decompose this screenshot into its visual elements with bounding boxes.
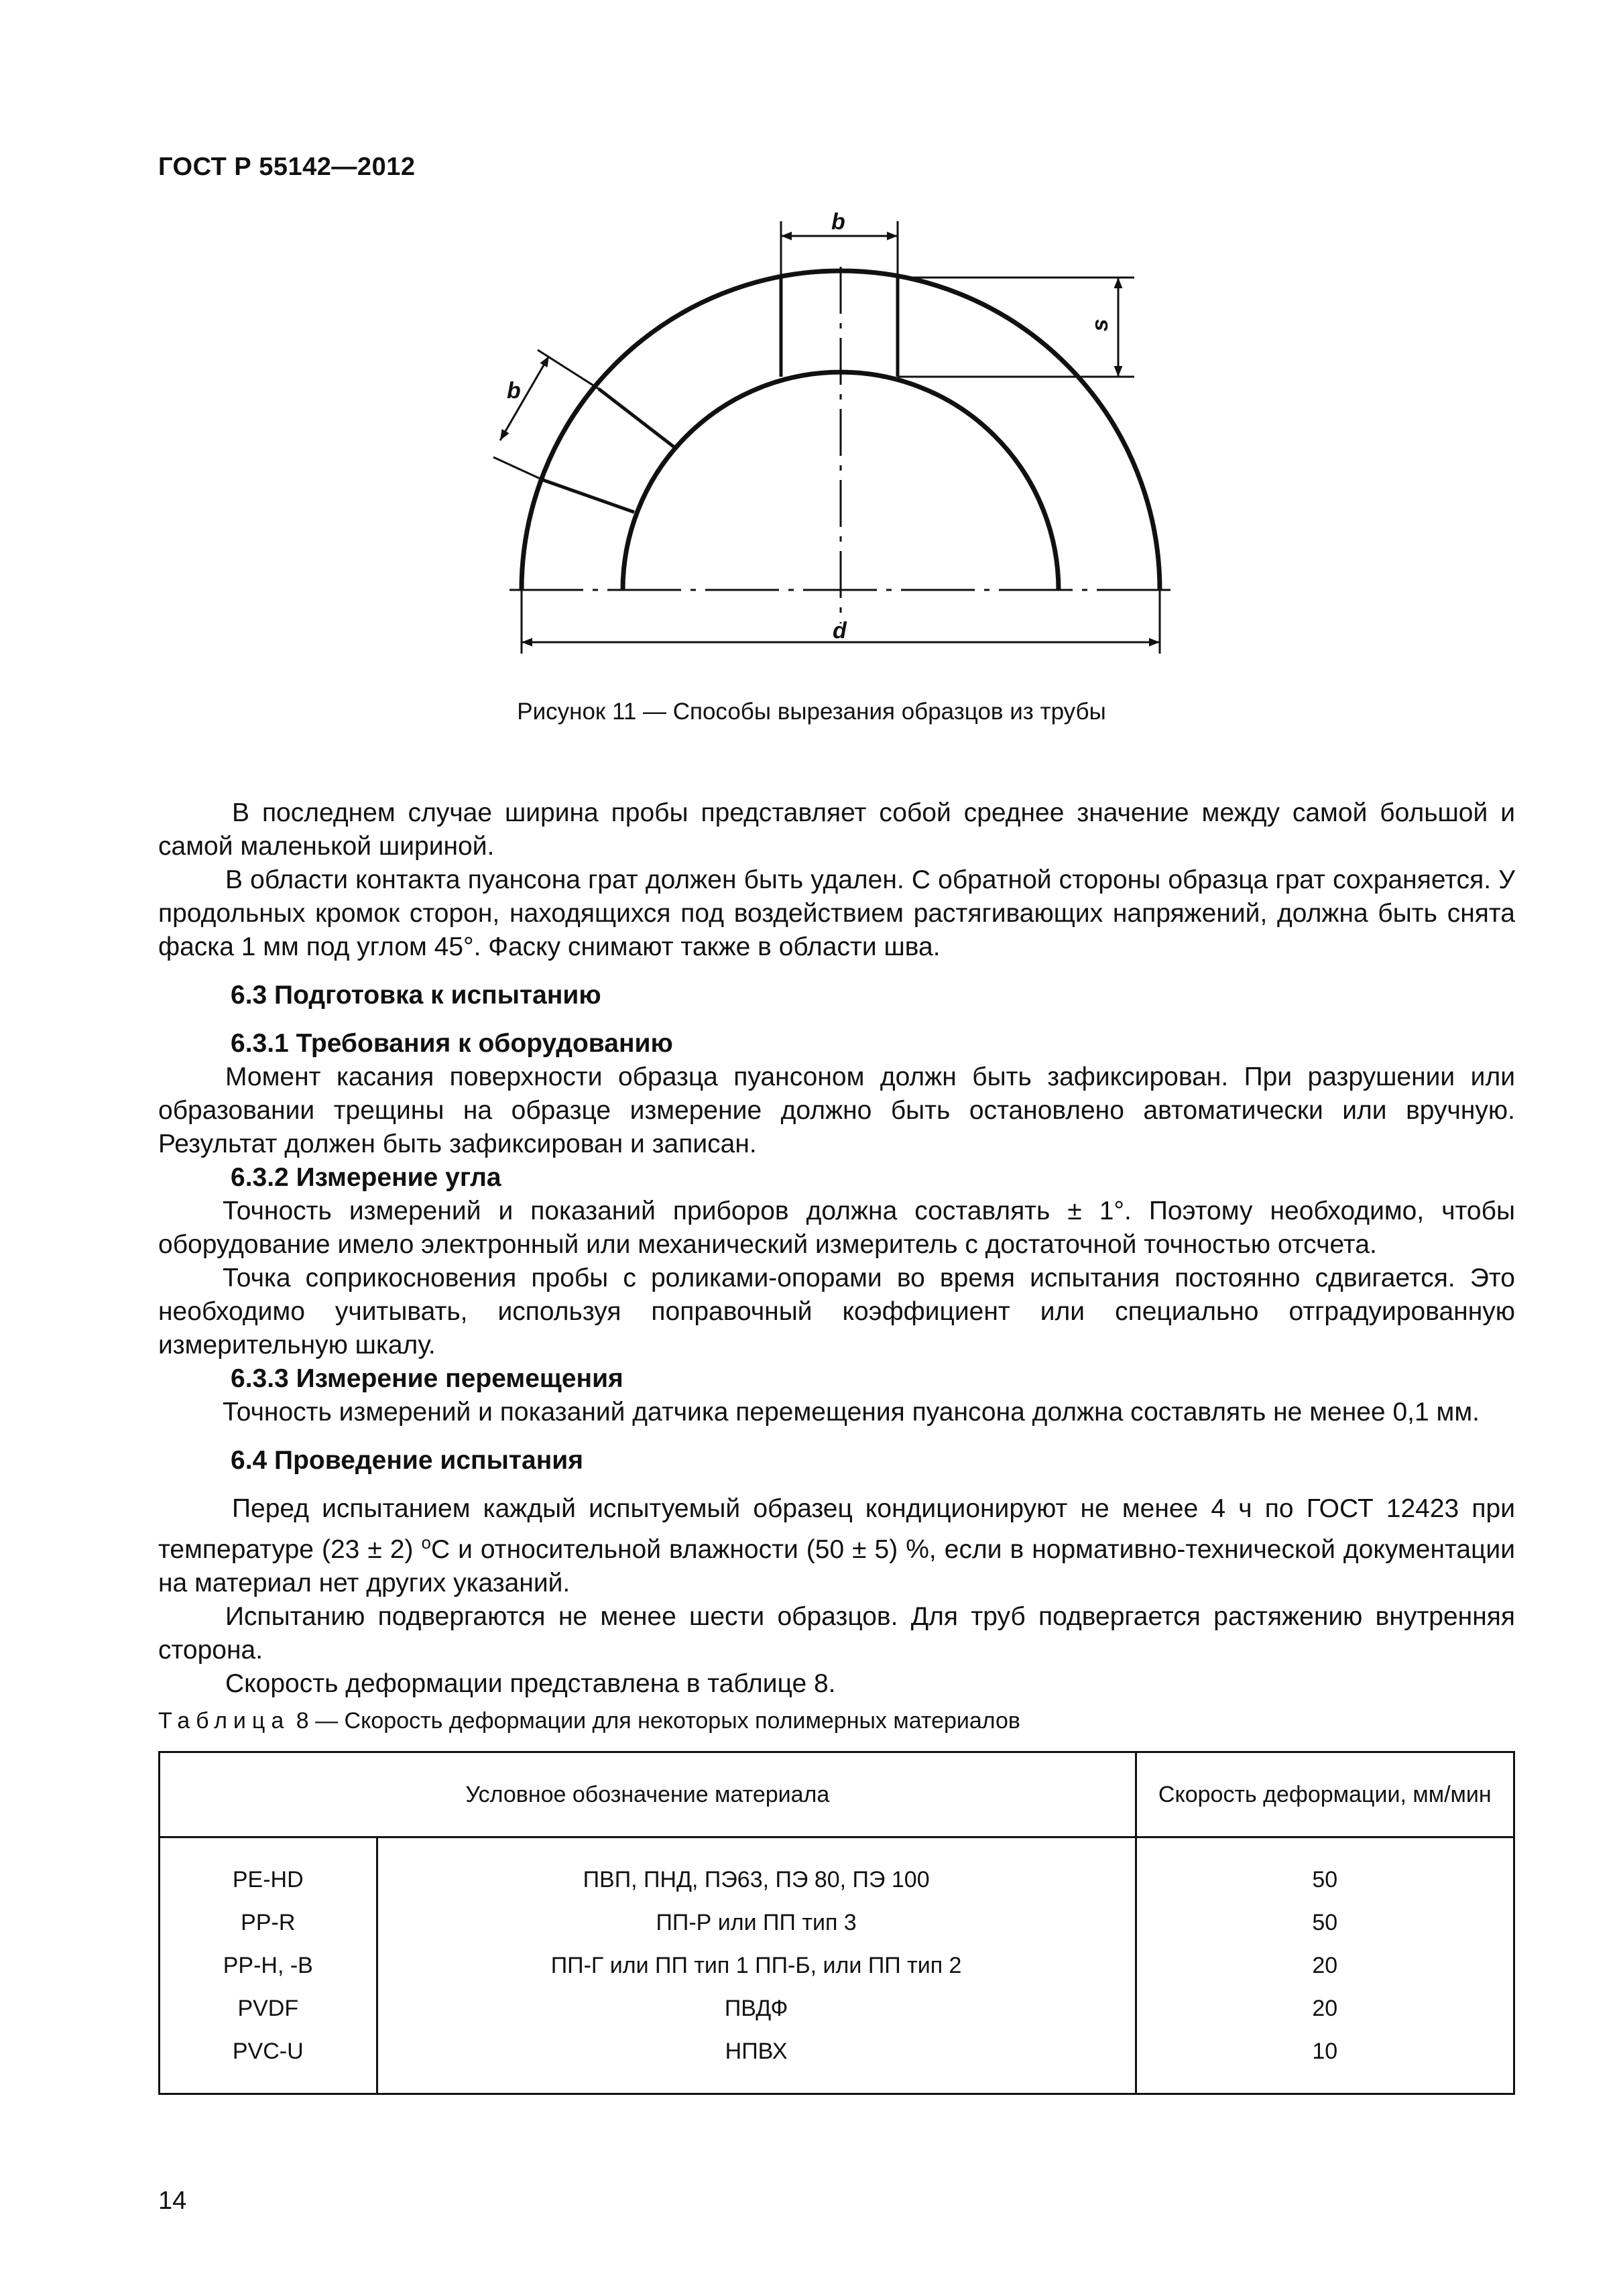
paragraph: Испытанию подвергаются не менее шести образцов. Для труб подвергается растяжению внутренняя сторона.	[158, 1602, 1515, 1665]
label-b-side: b	[507, 378, 521, 404]
header-material: Условное обозначение материала	[160, 1752, 1136, 1837]
cell-speed: 20	[1136, 1944, 1514, 1987]
paragraph: Точка соприкосновения пробы с роликами-опорами во время испытания постоянно сдвигается. Это необходимо учитывать, используя поправочный коэффициент или специально отградуированную измерительную шкалу.	[158, 1264, 1515, 1360]
subsection-heading: 6.3.2 Измерение угла	[231, 1163, 501, 1192]
table-row	[160, 1987, 1514, 2030]
table-row	[160, 1901, 1514, 1944]
figure-caption: Рисунок 11 — Способы вырезания образцов из трубы	[517, 699, 1106, 725]
table-caption-label: Таблица	[158, 1708, 290, 1734]
cell-code: PVDF	[160, 1987, 377, 2030]
label-b-top: b	[831, 209, 845, 235]
table-caption-text: 8 — Скорость деформации для некоторых полимерных материалов	[290, 1708, 1020, 1734]
document-header: ГОСТ Р 55142—2012	[158, 153, 416, 181]
pipe-cutting-diagram	[469, 194, 1173, 677]
cell-designation: ПВДФ	[377, 1987, 1136, 2030]
cell-designation: ПП-Р или ПП тип 3	[377, 1901, 1136, 1944]
section-heading: 6.4 Проведение испытания	[231, 1446, 583, 1475]
table-caption	[158, 1708, 1020, 1734]
spacer-cell	[377, 2073, 1136, 2094]
body-text	[158, 796, 1515, 1701]
table-spacer-row	[160, 2073, 1514, 2094]
spacer-cell	[160, 1837, 377, 1859]
paragraph: В области контакта пуансона грат должен быть удален. С обратной стороны образца грат сохраняется. У продольных кромок сторон, находящихся под воздействием растягивающих напряжений, должна быть снята фаска 1 мм под углом 45°. Фаску снимают также в области шва.	[158, 865, 1515, 961]
cell-code: PP-H, -B	[160, 1944, 377, 1987]
angled-specimen-outline	[543, 389, 675, 512]
text-fragment: Перед испытанием каждый испытуемый образец кондиционируют не менее 4 ч по ГОСТ 12423 при температуре (23 ± 2)	[158, 1494, 1515, 1564]
cell-speed: 20	[1136, 1987, 1514, 2030]
cell-designation: ПВП, ПНД, ПЭ63, ПЭ 80, ПЭ 100	[377, 1858, 1136, 1901]
cell-code: PVC-U	[160, 2030, 377, 2073]
label-d: d	[833, 618, 847, 644]
table-row	[160, 2030, 1514, 2073]
page-number: 14	[158, 2187, 187, 2215]
paragraph: Момент касания поверхности образца пуансоном должн быть зафиксирован. При разрушении или образовании трещины на образце измерение должно быть остановлено автоматически или вручную. Результат должен быть зафиксирован и записан.	[158, 1063, 1515, 1158]
degree-superscript: о	[421, 1532, 431, 1553]
label-s: s	[1087, 318, 1113, 332]
cell-speed: 50	[1136, 1901, 1514, 1944]
cell-speed: 10	[1136, 2030, 1514, 2073]
subsection-heading: 6.3.3 Измерение перемещения	[231, 1364, 623, 1393]
subsection-heading: 6.3.1 Требования к оборудованию	[231, 1029, 673, 1058]
paragraph: Скорость деформации представлена в таблице 8.	[225, 1669, 836, 1698]
paragraph: Точность измерений и показаний датчика перемещения пуансона должна составлять не менее 0,1 мм.	[223, 1398, 1480, 1427]
section-heading: 6.3 Подготовка к испытанию	[231, 981, 601, 1010]
spacer-cell	[1136, 2073, 1514, 2094]
table-row	[160, 1944, 1514, 1987]
spacer-cell	[377, 1837, 1136, 1859]
spacer-cell	[1136, 1837, 1514, 1859]
top-specimen-outline	[781, 278, 898, 377]
cell-designation: ПП-Г или ПП тип 1 ПП-Б, или ПП тип 2	[377, 1944, 1136, 1987]
header-speed: Скорость деформации, мм/мин	[1136, 1752, 1514, 1837]
cell-code: PE-HD	[160, 1858, 377, 1901]
table-spacer-row	[160, 1837, 1514, 1859]
cell-speed: 50	[1136, 1858, 1514, 1901]
paragraph: В последнем случае ширина пробы представляет собой среднее значение между самой большой и самой маленькой шириной.	[158, 798, 1515, 861]
table-header-row	[160, 1752, 1514, 1837]
cell-code: PP-R	[160, 1901, 377, 1944]
text-fragment: С и относительной влажности (50 ± 5) %, если в нормативно-технической документации на материал нет других указаний.	[158, 1535, 1516, 1597]
spacer-cell	[160, 2073, 377, 2094]
deformation-speed-table	[158, 1751, 1515, 2095]
table-row	[160, 1858, 1514, 1901]
paragraph	[158, 1492, 1515, 1600]
paragraph: Точность измерений и показаний приборов должна составлять ± 1°. Поэтому необходимо, чтобы оборудование имело электронный или механический измеритель с достаточной точностью отсчета.	[158, 1197, 1515, 1259]
cell-designation: НПВХ	[377, 2030, 1136, 2073]
